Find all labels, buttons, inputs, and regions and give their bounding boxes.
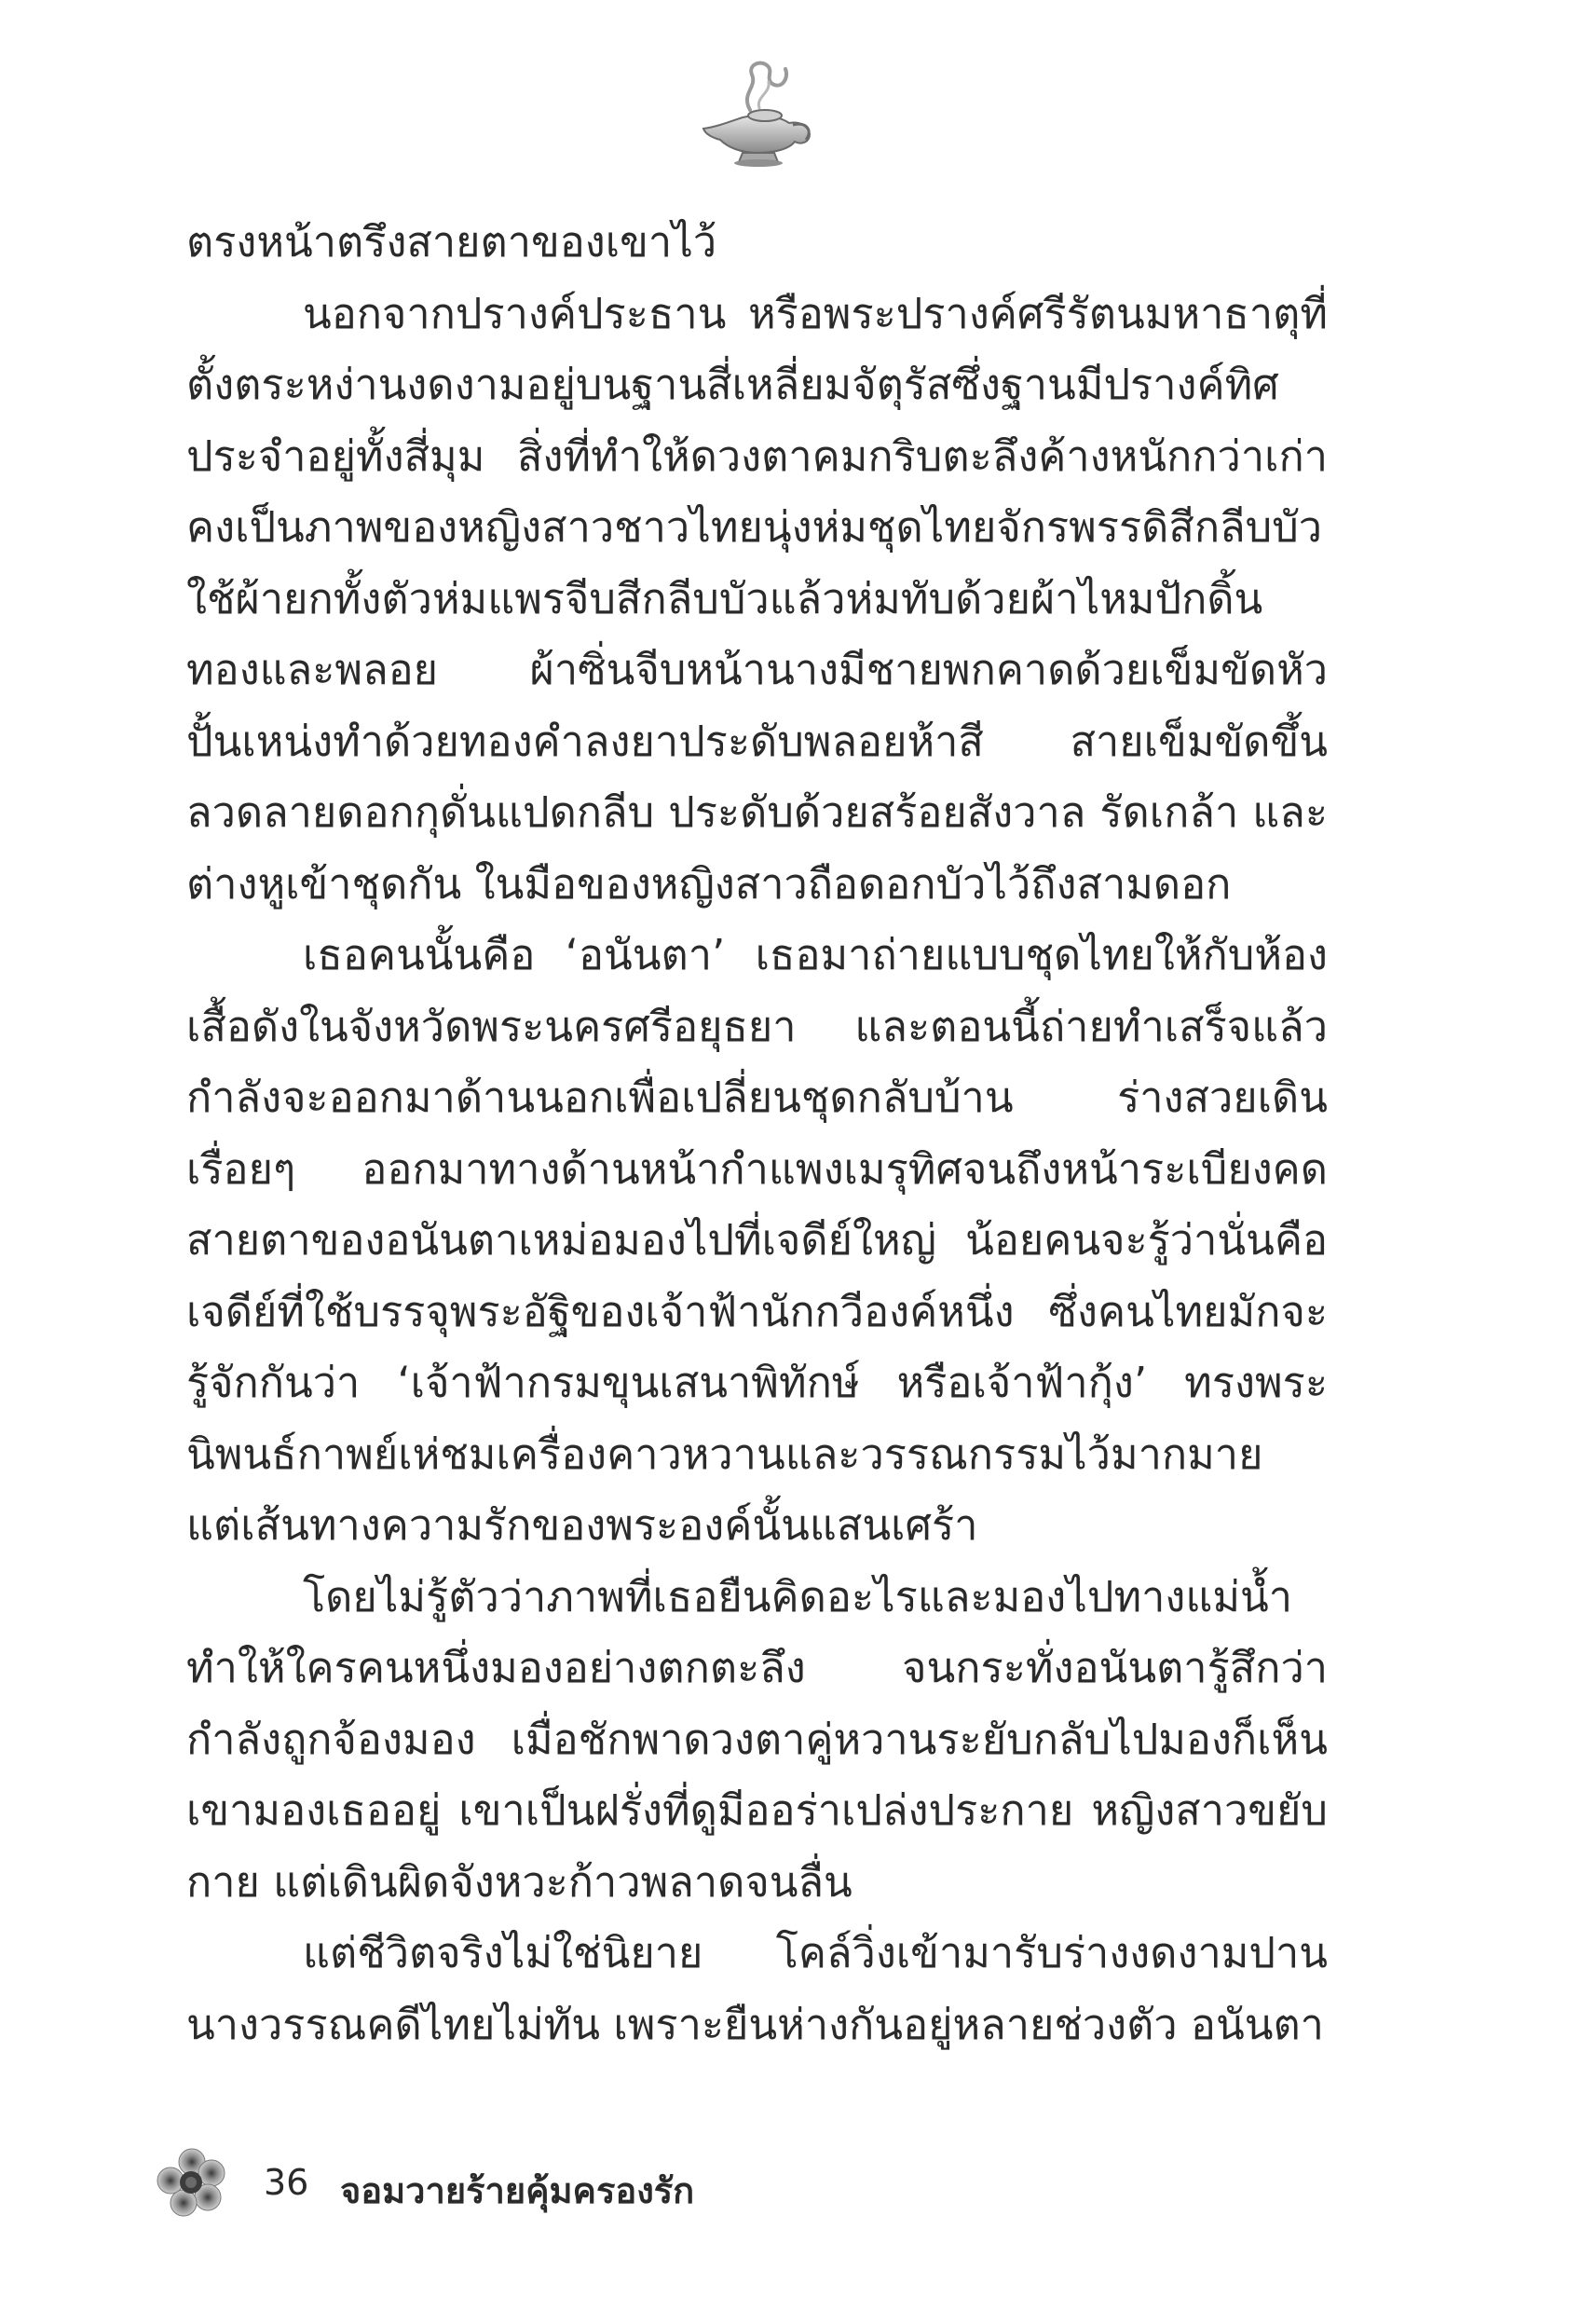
body-text xyxy=(186,207,1328,2060)
paragraph: นอกจากปรางค์ประธาน หรือพระปรางค์ศรีรัตนมหาธาตุที่ตั้งตระหง่านงดงามอยู่บนฐานสี่เหลี่ยมจัตุรัสซึ่งฐานมีปรางค์ทิศประจำอยู่ทั้งสี่มุม สิ่งที่ทำให้ดวงตาคมกริบตะลึงค้างหนักกว่าเก่า คงเป็นภาพของหญิงสาวชาวไทยนุ่งห่มชุดไทยจักรพรรดิสีกลีบบัว ใช้ผ้ายกทั้งตัวห่มแพรจีบสีกลีบบัวแล้วห่มทับด้วยผ้าไหมปักดิ้นทองและพลอย ผ้าซิ่นจีบหน้านางมีชายพกคาดด้วยเข็มขัดหัวปั้นเหน่งทำด้วยทองคำลงยาประดับพลอยห้าสี สายเข็มขัดขึ้นลวดลายดอกกุดั่นแปดกลีบ ประดับด้วยสร้อยสังวาล รัดเกล้า และต่างหูเข้าชุดกัน ในมือของหญิงสาวถือดอกบัวไว้ถึงสามดอก xyxy=(186,288,1328,909)
flower-icon xyxy=(154,2145,230,2222)
paragraph: เธอคนนั้นคือ ‘อนันตา’ เธอมาถ่ายแบบชุดไทยให้กับห้องเสื้อดังในจังหวัดพระนครศรีอยุธยา และตอนนี้ถ่ายทำเสร็จแล้ว กำลังจะออกมาด้านนอกเพื่อเปลี่ยนชุดกลับบ้าน ร่างสวยเดินเรื่อยๆ ออกมาทางด้านหน้ากำแพงเมรุทิศจนถึงหน้าระเบียงคด สายตาของอนันตาเหม่อมองไปที่เจดีย์ใหญ่ น้อยคนจะรู้ว่านั่นคือเจดีย์ที่ใช้บรรจุพระอัฐิของเจ้าฟ้านักกวีองค์หนึ่ง ซึ่งคนไทยมักจะรู้จักกันว่า ‘เจ้าฟ้ากรมขุนเสนาพิทักษ์ หรือเจ้าฟ้ากุ้ง’ ทรงพระนิพนธ์กาพย์เห่ชมเครื่องคาวหวานและวรรณกรรมไว้มากมาย แต่เส้นทางความรักของพระองค์นั้นแสนเศร้า xyxy=(186,930,1328,1550)
magic-lamp-icon xyxy=(685,56,825,172)
paragraph: แต่ชีวิตจริงไม่ใช่นิยาย โคล์วิ่งเข้ามารับร่างงดงามปานนางวรรณคดีไทยไม่ทัน เพราะยืนห่างกันอยู่หลายช่วงตัว อนันตา xyxy=(186,1928,1328,2049)
book-title: จอมวายร้ายคุ้มครองรัก xyxy=(340,2170,695,2211)
paragraph: ตรงหน้าตรึงสายตาของเขาไว้ xyxy=(186,217,717,267)
page-footer xyxy=(154,2143,806,2227)
page-number: 36 xyxy=(264,2162,309,2203)
paragraph: โดยไม่รู้ตัวว่าภาพที่เธอยืนคิดอะไรและมองไปทางแม่น้ำทำให้ใครคนหนึ่งมองอย่างตกตะลึง จนกระทั่งอนันตารู้สึกว่ากำลังถูกจ้องมอง เมื่อชักพาดวงตาคู่หวานระยับกลับไปมองก็เห็นเขามองเธออยู่ เขาเป็นฝรั่งที่ดูมีออร่าเปล่งประกาย หญิงสาวขยับกาย แต่เดินผิดจังหวะก้าวพลาดจนลื่น xyxy=(186,1571,1328,1907)
